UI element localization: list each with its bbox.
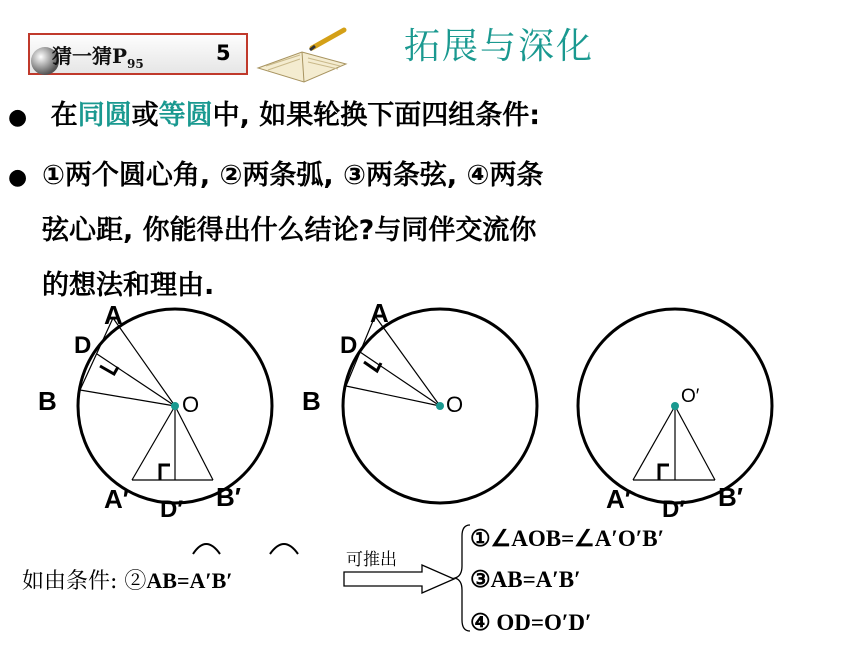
badge-label: 猜一猜$P_{95}$ [52, 44, 144, 71]
label-A: A [370, 298, 389, 328]
label-B: B [38, 386, 57, 416]
badge-number: 5 [216, 41, 231, 65]
label-A: A [104, 300, 123, 330]
label-A-prime: A′ [104, 484, 130, 514]
bullet-dot: ● [8, 165, 28, 190]
open-book-icon [252, 22, 352, 88]
arc-marks [190, 536, 310, 558]
figure-1 [78, 309, 272, 503]
keyword-equal-circle: 等圆 [158, 100, 213, 131]
label-D: D [74, 332, 92, 359]
page-title: 拓展与深化 [404, 26, 595, 67]
hollow-arrow-icon [340, 562, 460, 596]
arrow-label: 可推出 [346, 550, 397, 570]
bullet-1: ● 在同圆或等圆中, 如果轮换下面四组条件: [8, 100, 541, 131]
result-2: ③AB=A′B′ [470, 567, 581, 592]
label-D-prime: D′ [662, 496, 686, 523]
label-B-prime: B′ [718, 482, 744, 512]
figure-2 [343, 309, 537, 503]
bullet-dot: ● [8, 105, 28, 130]
label-O: O [182, 392, 200, 417]
result-1: ①∠AOB=∠A′O′B′ [470, 526, 665, 551]
result-3: ④ OD=O′D′ [470, 610, 592, 635]
bullet-2-text: ①两个圆心角, ②两条弧, ③两条弦, ④两条 弦心距, 你能得出什么结论?与同伴交流你 的想法和理由. [42, 160, 544, 301]
label-D-prime: D′ [160, 496, 184, 523]
label-A-prime: A′ [606, 484, 632, 514]
bullet-2 [8, 160, 27, 194]
label-B-prime: B′ [216, 482, 242, 512]
figure-3 [578, 309, 772, 503]
label-D: D [340, 332, 358, 359]
condition-text: 如由条件: ②AB=A′B′ [22, 568, 233, 594]
label-B: B [302, 386, 321, 416]
label-O-prime: O′ [681, 386, 700, 407]
keyword-same-circle: 同圆 [77, 100, 132, 131]
label-O: O [446, 392, 464, 417]
